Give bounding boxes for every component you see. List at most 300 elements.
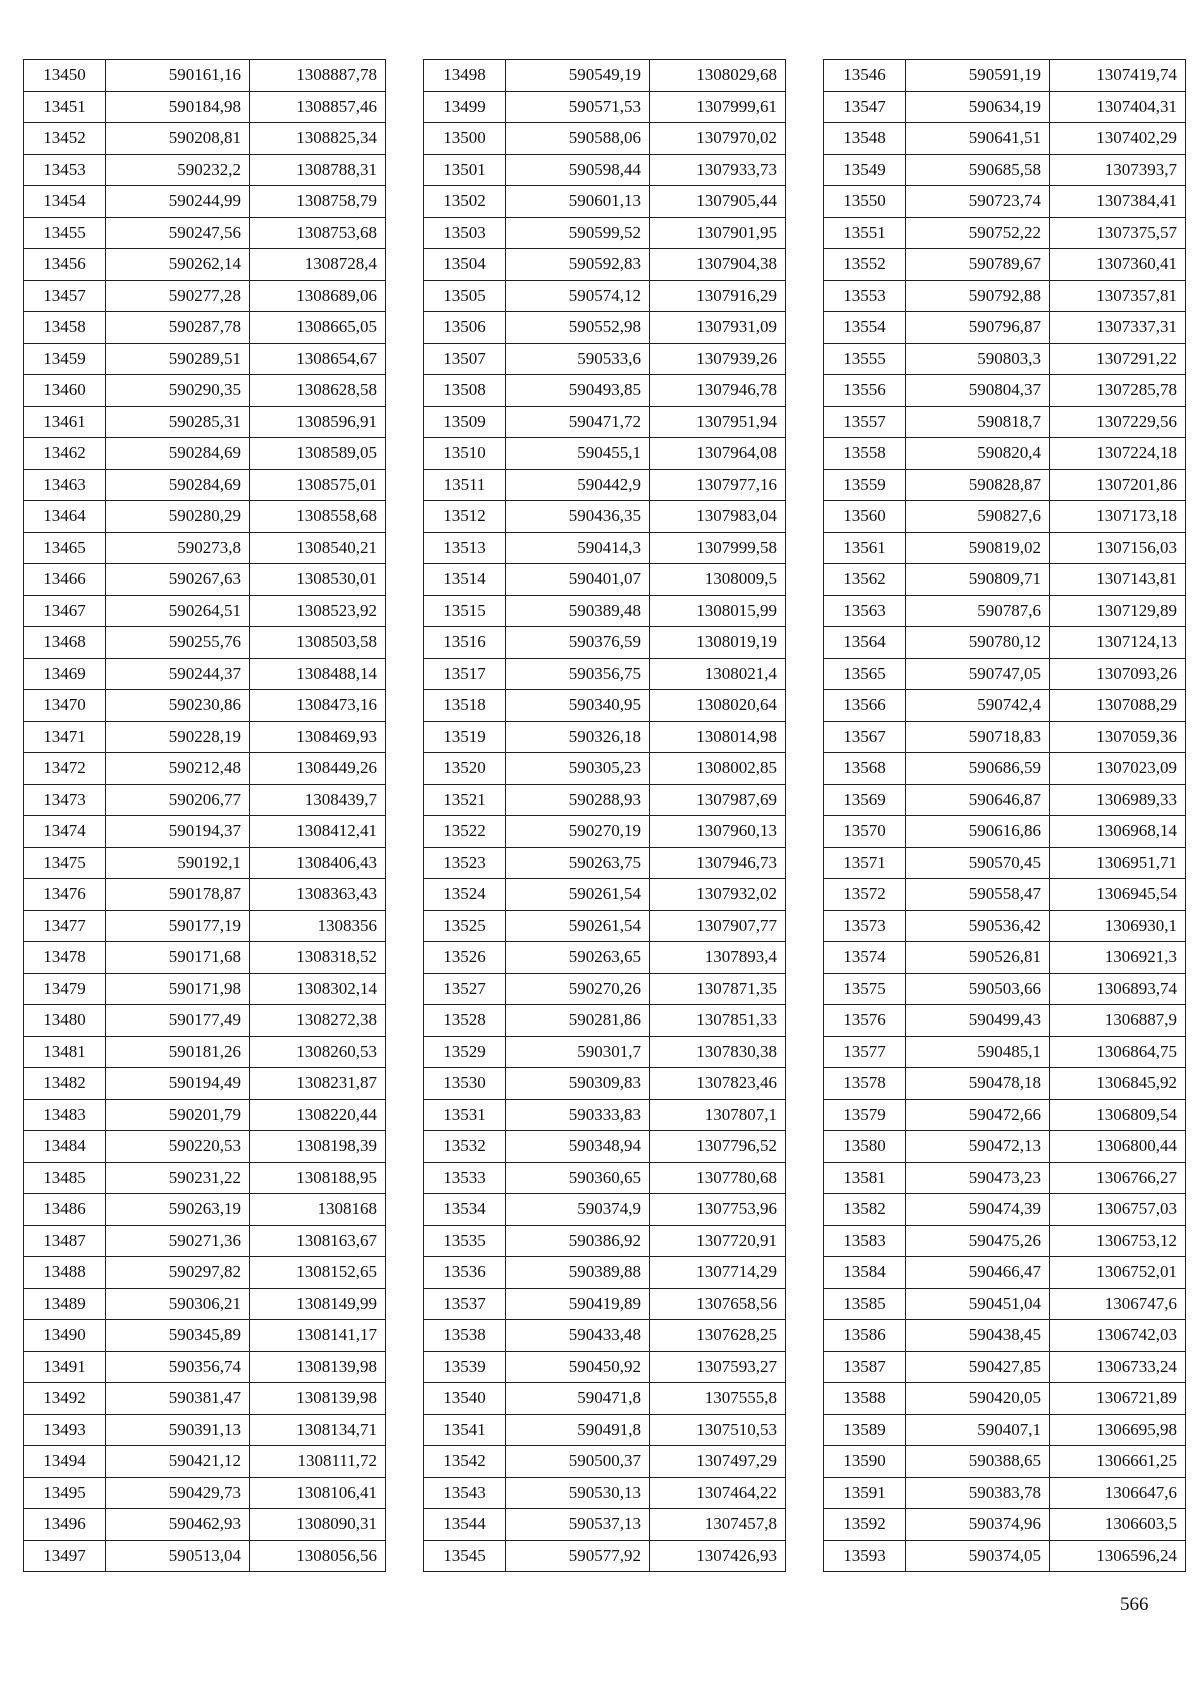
y-coordinate-cell: 1308689,06 (250, 280, 386, 312)
table-row (824, 91, 1186, 123)
table-row (424, 1509, 786, 1541)
table-row (24, 1351, 386, 1383)
point-number-cell: 13515 (424, 595, 506, 627)
x-coordinate-cell: 590420,05 (906, 1383, 1050, 1415)
x-coordinate-cell: 590742,4 (906, 690, 1050, 722)
point-number-cell: 13511 (424, 469, 506, 501)
point-number-cell: 13452 (24, 123, 106, 155)
table-row (424, 312, 786, 344)
table-row (424, 1414, 786, 1446)
point-number-cell: 13496 (24, 1509, 106, 1541)
table-row (24, 1005, 386, 1037)
table-row (824, 973, 1186, 1005)
x-coordinate-cell: 590451,04 (906, 1288, 1050, 1320)
x-coordinate-cell: 590591,19 (906, 60, 1050, 92)
y-coordinate-cell: 1307720,91 (650, 1225, 786, 1257)
point-number-cell: 13509 (424, 406, 506, 438)
y-coordinate-cell: 1308318,52 (250, 942, 386, 974)
y-coordinate-cell: 1308665,05 (250, 312, 386, 344)
x-coordinate-cell: 590270,19 (506, 816, 650, 848)
table-row (24, 154, 386, 186)
y-coordinate-cell: 1308523,92 (250, 595, 386, 627)
y-coordinate-cell: 1308439,7 (250, 784, 386, 816)
y-coordinate-cell: 1307951,94 (650, 406, 786, 438)
x-coordinate-cell: 590386,92 (506, 1225, 650, 1257)
table-row (824, 1131, 1186, 1163)
y-coordinate-cell: 1307555,8 (650, 1383, 786, 1415)
table-row (24, 595, 386, 627)
point-number-cell: 13491 (24, 1351, 106, 1383)
x-coordinate-cell: 590780,12 (906, 627, 1050, 659)
point-number-cell: 13481 (24, 1036, 106, 1068)
point-number-cell: 13455 (24, 217, 106, 249)
table-row (824, 186, 1186, 218)
x-coordinate-cell: 590376,59 (506, 627, 650, 659)
y-coordinate-cell: 1306766,27 (1050, 1162, 1186, 1194)
point-number-cell: 13534 (424, 1194, 506, 1226)
table-row (24, 1194, 386, 1226)
point-number-cell: 13557 (824, 406, 906, 438)
table-row (424, 1005, 786, 1037)
y-coordinate-cell: 1306695,98 (1050, 1414, 1186, 1446)
y-coordinate-cell: 1306968,14 (1050, 816, 1186, 848)
x-coordinate-cell: 590472,66 (906, 1099, 1050, 1131)
table-row (24, 1099, 386, 1131)
table-row (824, 375, 1186, 407)
x-coordinate-cell: 590789,67 (906, 249, 1050, 281)
coordinate-table-2 (423, 59, 786, 1572)
table-row (824, 942, 1186, 974)
y-coordinate-cell: 1307960,13 (650, 816, 786, 848)
x-coordinate-cell: 590818,7 (906, 406, 1050, 438)
table-row (424, 154, 786, 186)
x-coordinate-cell: 590820,4 (906, 438, 1050, 470)
point-number-cell: 13541 (424, 1414, 506, 1446)
x-coordinate-cell: 590374,96 (906, 1509, 1050, 1541)
point-number-cell: 13495 (24, 1477, 106, 1509)
table-row (24, 784, 386, 816)
table-row (424, 1225, 786, 1257)
x-coordinate-cell: 590284,69 (106, 438, 250, 470)
point-number-cell: 13476 (24, 879, 106, 911)
table-row (24, 1383, 386, 1415)
y-coordinate-cell: 1308488,14 (250, 658, 386, 690)
y-coordinate-cell: 1308857,46 (250, 91, 386, 123)
y-coordinate-cell: 1307970,02 (650, 123, 786, 155)
y-coordinate-cell: 1306989,33 (1050, 784, 1186, 816)
point-number-cell: 13589 (824, 1414, 906, 1446)
y-coordinate-cell: 1307946,73 (650, 847, 786, 879)
table-row (424, 784, 786, 816)
x-coordinate-cell: 590436,35 (506, 501, 650, 533)
point-number-cell: 13584 (824, 1257, 906, 1289)
point-number-cell: 13458 (24, 312, 106, 344)
table-row (24, 1225, 386, 1257)
y-coordinate-cell: 1307360,41 (1050, 249, 1186, 281)
point-number-cell: 13483 (24, 1099, 106, 1131)
x-coordinate-cell: 590244,99 (106, 186, 250, 218)
x-coordinate-cell: 590537,13 (506, 1509, 650, 1541)
table-row (424, 1162, 786, 1194)
y-coordinate-cell: 1308654,67 (250, 343, 386, 375)
y-coordinate-cell: 1306951,71 (1050, 847, 1186, 879)
x-coordinate-cell: 590485,1 (906, 1036, 1050, 1068)
y-coordinate-cell: 1308019,19 (650, 627, 786, 659)
y-coordinate-cell: 1306661,25 (1050, 1446, 1186, 1478)
table-row (424, 469, 786, 501)
x-coordinate-cell: 590340,95 (506, 690, 650, 722)
y-coordinate-cell: 1308020,64 (650, 690, 786, 722)
point-number-cell: 13585 (824, 1288, 906, 1320)
y-coordinate-cell: 1307291,22 (1050, 343, 1186, 375)
y-coordinate-cell: 1306887,9 (1050, 1005, 1186, 1037)
table-row (24, 312, 386, 344)
table-row (24, 343, 386, 375)
point-number-cell: 13536 (424, 1257, 506, 1289)
x-coordinate-cell: 590503,66 (906, 973, 1050, 1005)
x-coordinate-cell: 590558,47 (906, 879, 1050, 911)
table-row (824, 847, 1186, 879)
point-number-cell: 13472 (24, 753, 106, 785)
point-number-cell: 13582 (824, 1194, 906, 1226)
y-coordinate-cell: 1307904,38 (650, 249, 786, 281)
point-number-cell: 13493 (24, 1414, 106, 1446)
table-row (824, 816, 1186, 848)
x-coordinate-cell: 590345,89 (106, 1320, 250, 1352)
y-coordinate-cell: 1308589,05 (250, 438, 386, 470)
x-coordinate-cell: 590526,81 (906, 942, 1050, 974)
x-coordinate-cell: 590466,47 (906, 1257, 1050, 1289)
point-number-cell: 13568 (824, 753, 906, 785)
point-number-cell: 13542 (424, 1446, 506, 1478)
y-coordinate-cell: 1307510,53 (650, 1414, 786, 1446)
x-coordinate-cell: 590208,81 (106, 123, 250, 155)
y-coordinate-cell: 1308021,4 (650, 658, 786, 690)
y-coordinate-cell: 1308728,4 (250, 249, 386, 281)
x-coordinate-cell: 590306,21 (106, 1288, 250, 1320)
y-coordinate-cell: 1307384,41 (1050, 186, 1186, 218)
table-row (424, 847, 786, 879)
point-number-cell: 13555 (824, 343, 906, 375)
table-row (824, 1005, 1186, 1037)
point-number-cell: 13456 (24, 249, 106, 281)
table-row (424, 1477, 786, 1509)
x-coordinate-cell: 590177,49 (106, 1005, 250, 1037)
point-number-cell: 13462 (24, 438, 106, 470)
y-coordinate-cell: 1308473,16 (250, 690, 386, 722)
table-row (24, 973, 386, 1005)
y-coordinate-cell: 1306753,12 (1050, 1225, 1186, 1257)
table-row (424, 1320, 786, 1352)
point-number-cell: 13504 (424, 249, 506, 281)
x-coordinate-cell: 590389,88 (506, 1257, 650, 1289)
x-coordinate-cell: 590493,85 (506, 375, 650, 407)
point-number-cell: 13482 (24, 1068, 106, 1100)
y-coordinate-cell: 1307932,02 (650, 879, 786, 911)
table-row (424, 1131, 786, 1163)
table-row (824, 501, 1186, 533)
table-row (424, 753, 786, 785)
x-coordinate-cell: 590475,26 (906, 1225, 1050, 1257)
table-row (824, 690, 1186, 722)
y-coordinate-cell: 1307830,38 (650, 1036, 786, 1068)
point-number-cell: 13566 (824, 690, 906, 722)
point-number-cell: 13498 (424, 60, 506, 92)
point-number-cell: 13499 (424, 91, 506, 123)
table-row (824, 154, 1186, 186)
point-number-cell: 13561 (824, 532, 906, 564)
y-coordinate-cell: 1308469,93 (250, 721, 386, 753)
x-coordinate-cell: 590747,05 (906, 658, 1050, 690)
x-coordinate-cell: 590500,37 (506, 1446, 650, 1478)
point-number-cell: 13581 (824, 1162, 906, 1194)
point-number-cell: 13464 (24, 501, 106, 533)
x-coordinate-cell: 590803,3 (906, 343, 1050, 375)
x-coordinate-cell: 590804,37 (906, 375, 1050, 407)
table-row (824, 438, 1186, 470)
point-number-cell: 13486 (24, 1194, 106, 1226)
y-coordinate-cell: 1308015,99 (650, 595, 786, 627)
x-coordinate-cell: 590634,19 (906, 91, 1050, 123)
y-coordinate-cell: 1307851,33 (650, 1005, 786, 1037)
x-coordinate-cell: 590305,23 (506, 753, 650, 785)
y-coordinate-cell: 1308149,99 (250, 1288, 386, 1320)
x-coordinate-cell: 590792,88 (906, 280, 1050, 312)
y-coordinate-cell: 1307224,18 (1050, 438, 1186, 470)
x-coordinate-cell: 590429,73 (106, 1477, 250, 1509)
point-number-cell: 13527 (424, 973, 506, 1005)
table-row (24, 690, 386, 722)
table-row (824, 721, 1186, 753)
point-number-cell: 13593 (824, 1540, 906, 1572)
y-coordinate-cell: 1308272,38 (250, 1005, 386, 1037)
y-coordinate-cell: 1308503,58 (250, 627, 386, 659)
x-coordinate-cell: 590263,75 (506, 847, 650, 879)
x-coordinate-cell: 590401,07 (506, 564, 650, 596)
table-row (24, 1414, 386, 1446)
point-number-cell: 13521 (424, 784, 506, 816)
y-coordinate-cell: 1307357,81 (1050, 280, 1186, 312)
y-coordinate-cell: 1306921,3 (1050, 942, 1186, 974)
table-row (424, 1257, 786, 1289)
y-coordinate-cell: 1306647,6 (1050, 1477, 1186, 1509)
point-number-cell: 13475 (24, 847, 106, 879)
x-coordinate-cell: 590616,86 (906, 816, 1050, 848)
point-number-cell: 13503 (424, 217, 506, 249)
x-coordinate-cell: 590374,05 (906, 1540, 1050, 1572)
y-coordinate-cell: 1307999,58 (650, 532, 786, 564)
table-row (24, 753, 386, 785)
x-coordinate-cell: 590685,58 (906, 154, 1050, 186)
table-row (824, 1288, 1186, 1320)
y-coordinate-cell: 1307977,16 (650, 469, 786, 501)
table-row (824, 60, 1186, 92)
y-coordinate-cell: 1306596,24 (1050, 1540, 1186, 1572)
point-number-cell: 13543 (424, 1477, 506, 1509)
point-number-cell: 13469 (24, 658, 106, 690)
y-coordinate-cell: 1306721,89 (1050, 1383, 1186, 1415)
x-coordinate-cell: 590181,26 (106, 1036, 250, 1068)
point-number-cell: 13569 (824, 784, 906, 816)
x-coordinate-cell: 590442,9 (506, 469, 650, 501)
point-number-cell: 13467 (24, 595, 106, 627)
table-row (24, 186, 386, 218)
table-row (824, 1446, 1186, 1478)
y-coordinate-cell: 1307129,89 (1050, 595, 1186, 627)
y-coordinate-cell: 1306945,54 (1050, 879, 1186, 911)
point-number-cell: 13577 (824, 1036, 906, 1068)
x-coordinate-cell: 590263,65 (506, 942, 650, 974)
point-number-cell: 13579 (824, 1099, 906, 1131)
x-coordinate-cell: 590244,37 (106, 658, 250, 690)
point-number-cell: 13540 (424, 1383, 506, 1415)
x-coordinate-cell: 590161,16 (106, 60, 250, 92)
point-number-cell: 13560 (824, 501, 906, 533)
point-number-cell: 13574 (824, 942, 906, 974)
table-row (424, 721, 786, 753)
point-number-cell: 13514 (424, 564, 506, 596)
x-coordinate-cell: 590271,36 (106, 1225, 250, 1257)
point-number-cell: 13468 (24, 627, 106, 659)
point-number-cell: 13478 (24, 942, 106, 974)
table-row (824, 1540, 1186, 1572)
table-row (24, 627, 386, 659)
table-row (424, 438, 786, 470)
point-number-cell: 13551 (824, 217, 906, 249)
point-number-cell: 13538 (424, 1320, 506, 1352)
point-number-cell: 13571 (824, 847, 906, 879)
point-number-cell: 13583 (824, 1225, 906, 1257)
table-row (24, 91, 386, 123)
point-number-cell: 13489 (24, 1288, 106, 1320)
x-coordinate-cell: 590273,8 (106, 532, 250, 564)
x-coordinate-cell: 590462,93 (106, 1509, 250, 1541)
x-coordinate-cell: 590277,28 (106, 280, 250, 312)
y-coordinate-cell: 1307229,56 (1050, 406, 1186, 438)
y-coordinate-cell: 1308198,39 (250, 1131, 386, 1163)
x-coordinate-cell: 590819,02 (906, 532, 1050, 564)
y-coordinate-cell: 1308014,98 (650, 721, 786, 753)
x-coordinate-cell: 590549,19 (506, 60, 650, 92)
x-coordinate-cell: 590592,83 (506, 249, 650, 281)
y-coordinate-cell: 1307124,13 (1050, 627, 1186, 659)
table-row (24, 942, 386, 974)
x-coordinate-cell: 590570,45 (906, 847, 1050, 879)
table-row (24, 469, 386, 501)
y-coordinate-cell: 1307419,74 (1050, 60, 1186, 92)
y-coordinate-cell: 1308260,53 (250, 1036, 386, 1068)
y-coordinate-cell: 1306845,92 (1050, 1068, 1186, 1100)
x-coordinate-cell: 590194,37 (106, 816, 250, 848)
y-coordinate-cell: 1308887,78 (250, 60, 386, 92)
x-coordinate-cell: 590391,13 (106, 1414, 250, 1446)
y-coordinate-cell: 1307143,81 (1050, 564, 1186, 596)
point-number-cell: 13460 (24, 375, 106, 407)
x-coordinate-cell: 590427,85 (906, 1351, 1050, 1383)
y-coordinate-cell: 1306603,5 (1050, 1509, 1186, 1541)
table-row (424, 1351, 786, 1383)
table-row (824, 1036, 1186, 1068)
y-coordinate-cell: 1307796,52 (650, 1131, 786, 1163)
y-coordinate-cell: 1306809,54 (1050, 1099, 1186, 1131)
x-coordinate-cell: 590723,74 (906, 186, 1050, 218)
x-coordinate-cell: 590388,65 (906, 1446, 1050, 1478)
table-row (24, 910, 386, 942)
x-coordinate-cell: 590473,23 (906, 1162, 1050, 1194)
table-row (424, 532, 786, 564)
point-number-cell: 13473 (24, 784, 106, 816)
x-coordinate-cell: 590374,9 (506, 1194, 650, 1226)
x-coordinate-cell: 590588,06 (506, 123, 650, 155)
point-number-cell: 13539 (424, 1351, 506, 1383)
x-coordinate-cell: 590326,18 (506, 721, 650, 753)
point-number-cell: 13488 (24, 1257, 106, 1289)
table-row (24, 60, 386, 92)
x-coordinate-cell: 590280,29 (106, 501, 250, 533)
table-row (424, 217, 786, 249)
table-row (824, 564, 1186, 596)
point-number-cell: 13554 (824, 312, 906, 344)
point-number-cell: 13526 (424, 942, 506, 974)
point-number-cell: 13522 (424, 816, 506, 848)
point-number-cell: 13537 (424, 1288, 506, 1320)
x-coordinate-cell: 590641,51 (906, 123, 1050, 155)
x-coordinate-cell: 590552,98 (506, 312, 650, 344)
point-number-cell: 13485 (24, 1162, 106, 1194)
point-number-cell: 13573 (824, 910, 906, 942)
point-number-cell: 13470 (24, 690, 106, 722)
y-coordinate-cell: 1307173,18 (1050, 501, 1186, 533)
point-number-cell: 13547 (824, 91, 906, 123)
point-number-cell: 13558 (824, 438, 906, 470)
x-coordinate-cell: 590828,87 (906, 469, 1050, 501)
x-coordinate-cell: 590598,44 (506, 154, 650, 186)
x-coordinate-cell: 590270,26 (506, 973, 650, 1005)
table-row (824, 1068, 1186, 1100)
y-coordinate-cell: 1308363,43 (250, 879, 386, 911)
point-number-cell: 13575 (824, 973, 906, 1005)
point-number-cell: 13506 (424, 312, 506, 344)
table-row (24, 249, 386, 281)
point-number-cell: 13530 (424, 1068, 506, 1100)
table-row (824, 1225, 1186, 1257)
x-coordinate-cell: 590478,18 (906, 1068, 1050, 1100)
point-number-cell: 13553 (824, 280, 906, 312)
y-coordinate-cell: 1307871,35 (650, 973, 786, 1005)
y-coordinate-cell: 1306742,03 (1050, 1320, 1186, 1352)
y-coordinate-cell: 1308188,95 (250, 1162, 386, 1194)
table-row (24, 1288, 386, 1320)
coordinate-tables (0, 59, 1200, 1589)
table-row (424, 879, 786, 911)
coordinate-table-1 (23, 59, 386, 1572)
x-coordinate-cell: 590536,42 (906, 910, 1050, 942)
table-row (824, 1194, 1186, 1226)
y-coordinate-cell: 1308540,21 (250, 532, 386, 564)
y-coordinate-cell: 1308788,31 (250, 154, 386, 186)
x-coordinate-cell: 590383,78 (906, 1477, 1050, 1509)
table-row (424, 280, 786, 312)
y-coordinate-cell: 1308596,91 (250, 406, 386, 438)
table-row (824, 249, 1186, 281)
table-row (24, 406, 386, 438)
table-row (424, 595, 786, 627)
x-coordinate-cell: 590433,48 (506, 1320, 650, 1352)
table-row (824, 123, 1186, 155)
y-coordinate-cell: 1308530,01 (250, 564, 386, 596)
table-row (424, 406, 786, 438)
y-coordinate-cell: 1308056,56 (250, 1540, 386, 1572)
